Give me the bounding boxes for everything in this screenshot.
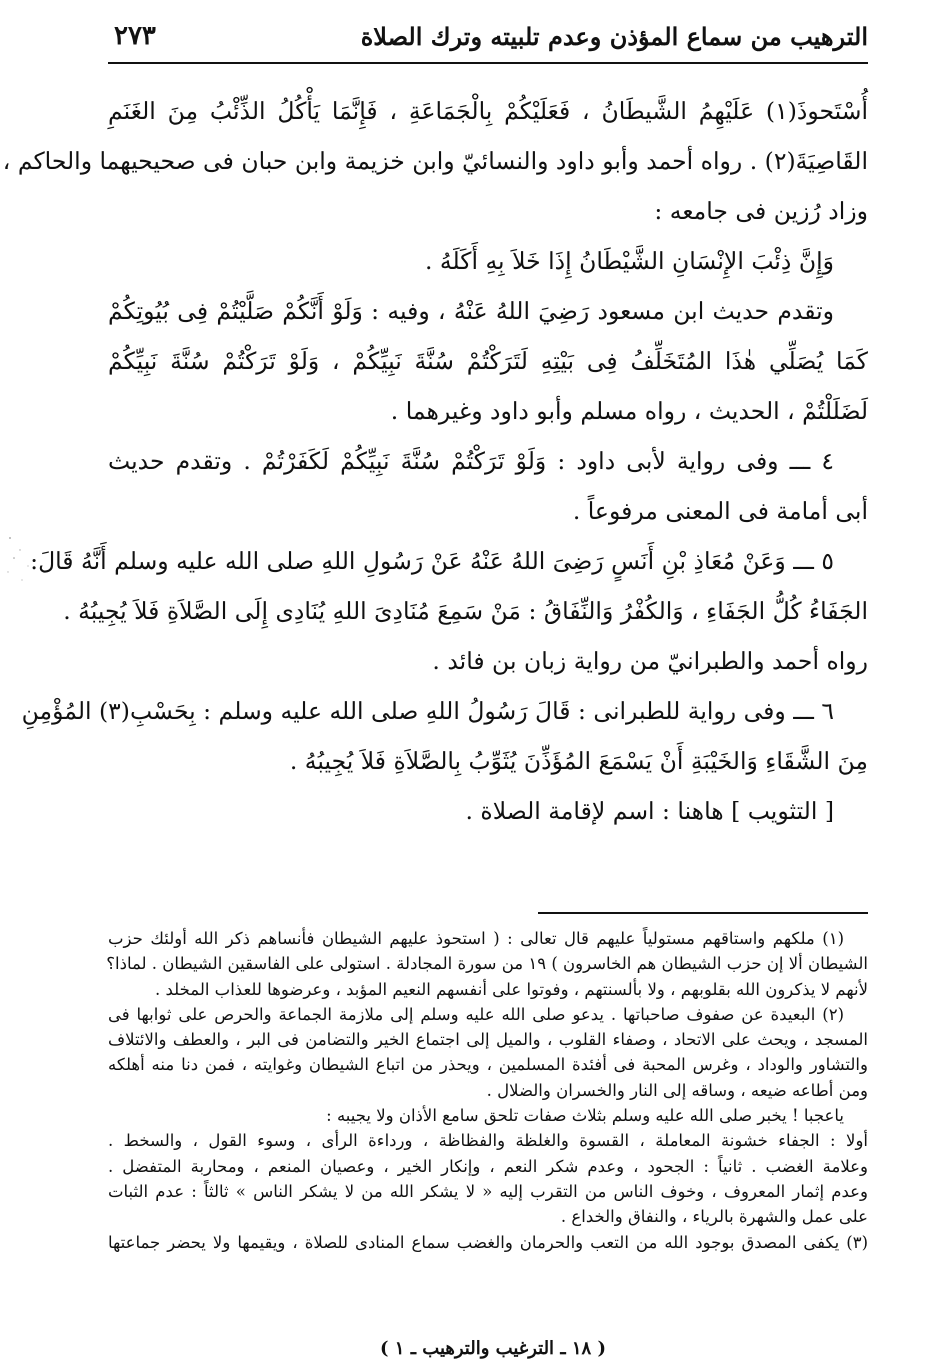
footnote-line: (٢) البعيدة عن صفوف صاحباتها . يدعو صلى الله عليه وسلم إلى ملازمة الجماعة والحرص على ثوابها فى <box>108 1004 844 1024</box>
footnote-line: ياعجبا ! يخبر صلى الله عليه وسلم بثلاث صفات تلحق سامع الأذان ولا يجيبه : <box>326 1106 844 1126</box>
page-number: ٢٧٣ <box>114 21 156 51</box>
hadith-4-line: ٤ ـــ وفى رواية لأبى داود : وَلَوْ تَرَكْتُمْ سُنَّةَ نَبِيِّكُمْ لَكَفَرْتُمْ . وتقدم حديث <box>108 447 834 475</box>
running-title: الترهيب من سماع المؤذن وعدم تلبيته وترك الصلاة <box>360 21 868 51</box>
text-line: وزاد رُزين فى جامعه : <box>654 197 868 225</box>
footnote-line: لأنهم لا يذكرون الله بقلوبهم ، ولا بألسنتهم ، وفوتوا على أنفسهم النعيم المؤبد ، وعرضوها للعذاب المخلد . <box>155 979 868 999</box>
text-line: الجَفَاءُ كُلُّ الجَفَاءِ ، وَالكُفْرُ وَالنِّفَاقُ : مَنْ سَمِعَ مُنَادِىَ اللهِ يُنَادِى إِلَى الصَّلاَةِ فَلاَ يُجِيبُهُ . <box>63 597 868 625</box>
footnote-line: (٣) يكفى المصدق بوجود الله من التعب والحرمان والغضب سماع المنادى للصلاة ، ويقيمها ولا يحضر جماعتها <box>108 1232 868 1252</box>
running-header <box>108 14 868 58</box>
text-line: لَضَلَلْتُمْ ، الحديث ، رواه مسلم وأبو داود وغيرهما . <box>390 397 868 425</box>
text-line: أُسْتَحوذَ(١) عَلَيْهِمُ الشَّيطَانُ ، فَعَلَيْكُمْ بِالْجَمَاعَةِ ، فَإِنَّمَا يَأْكُلُ الذِّئْبُ مِنَ الغَنَمِ <box>108 97 868 125</box>
text-line: مِنَ الشَّقَاءِ وَالخَيْبَةِ أَنْ يَسْمَعَ المُؤَذِّنَ يُثَوِّبُ بِالصَّلاَةِ فَلاَ يُجِيبُهُ . <box>289 747 868 775</box>
footnote-separator <box>538 912 868 914</box>
footnote-line: أولا : الجفاء خشونة المعاملة ، القسوة والغلظة والفظاظة ، ورداءة الرأى ، وسوء القول ، والسخط . <box>108 1131 868 1151</box>
text-line: وتقدم حديث ابن مسعود رَضِيَ اللهُ عَنْهُ ، وفيه : وَلَوْ أَنَّكُمْ صَلَّيْتُمْ فِى بُيُوتِكُمْ <box>108 297 834 325</box>
header-rule <box>108 62 868 64</box>
text-line: رواه أحمد والطبرانيّ من رواية زبان بن فائد . <box>432 647 868 675</box>
main-text <box>2 86 868 836</box>
hadith-5-line: ٥ ـــ وَعَنْ مُعَاذِ بْنِ أَنَسٍ رَضِىَ اللهُ عَنْهُ عَنْ رَسُولِ اللهِ صلى الله عليه وسلم أَنَّهُ قَالَ: <box>30 547 834 575</box>
printer-signature: ( ١٨ ـ الترغيب والترهيب ـ ١ ) <box>380 1338 606 1359</box>
text-line: كَمَا يُصَلِّي هٰذَا المُتَخَلِّفُ فِى بَيْتِهِ لَتَرَكْتُمْ سُنَّةَ نَبِيِّكُمْ ، وَلَوْ تَرَكْتُمْ سُنَّةَ نَبِيِّكُمْ <box>108 347 868 375</box>
footnote-line: (١) ملكهم واستاقهم مستولياً عليهم قال تعالى : ( استحوذ عليهم الشيطان فأنساهم ذكر الله أولئك حزب <box>108 929 844 948</box>
footnote-line: الشيطان ألا إن حزب الشيطان هم الخاسرون ) ١٩ من سورة المجادلة . استولى على الفاسقين الشيطان . لماذا؟ <box>106 954 868 974</box>
footnote-line: والتشاور والوداد ، وغرس المحبة فى أفئدة المسلمين ، ويحذر من اتباع الشيطان وغوايته ، فمن دنا منه أهلكه <box>108 1055 868 1075</box>
footnote-line: المسجد ، ويحث على الاتحاد ، وصفاء القلوب ، والميل إلى اجتماع الخير والتضامن فى البر ، والعطف والائتلاف <box>108 1030 868 1050</box>
footnote-line: وعلامة الغضب . ثانياً : الجحود ، وعدم شكر النعم ، وإنكار الخير ، وعصيان المنعم ، ومحاربة المتفضل . <box>108 1156 868 1176</box>
footnote-line: ومن أطاعه ضيعه ، وساقه إلى النار والخسران والضلال . <box>486 1080 868 1100</box>
text-line: أبى أمامة فى المعنى مرفوعاً . <box>572 497 868 525</box>
scan-specks <box>2 528 42 588</box>
hadith-6-line: ٦ ـــ وفى رواية للطبرانى : قَالَ رَسُولُ اللهِ صلى الله عليه وسلم : بِحَسْبِ(٣) المُؤْمِنِ <box>21 697 834 725</box>
page <box>2 0 868 1369</box>
footnotes <box>108 926 868 1255</box>
footnote-line: على عمل والشهرة بالرياء ، والنفاق والخداع . <box>560 1207 868 1227</box>
text-line: وَإِنَّ ذِئْبَ الإِنْسَانِ الشَّيْطَانُ إِذَا خَلاَ بِهِ أَكَلَهُ . <box>424 247 834 275</box>
definition-line: [ التثويب ] هاهنا : اسم لإقامة الصلاة . <box>465 797 834 825</box>
footnote-line: وعدم إثمار المعروف ، وخوف الناس من التقرب إليه « لا يشكر الله من لا يشكر الناس » ثالثاً : عدم الثبات <box>108 1181 868 1201</box>
text-line: القَاصِيَةَ(٢) . رواه أحمد وأبو داود والنسائيّ وابن خزيمة وابن حبان فى صحيحيهما والحاكم ، <box>2 147 868 175</box>
